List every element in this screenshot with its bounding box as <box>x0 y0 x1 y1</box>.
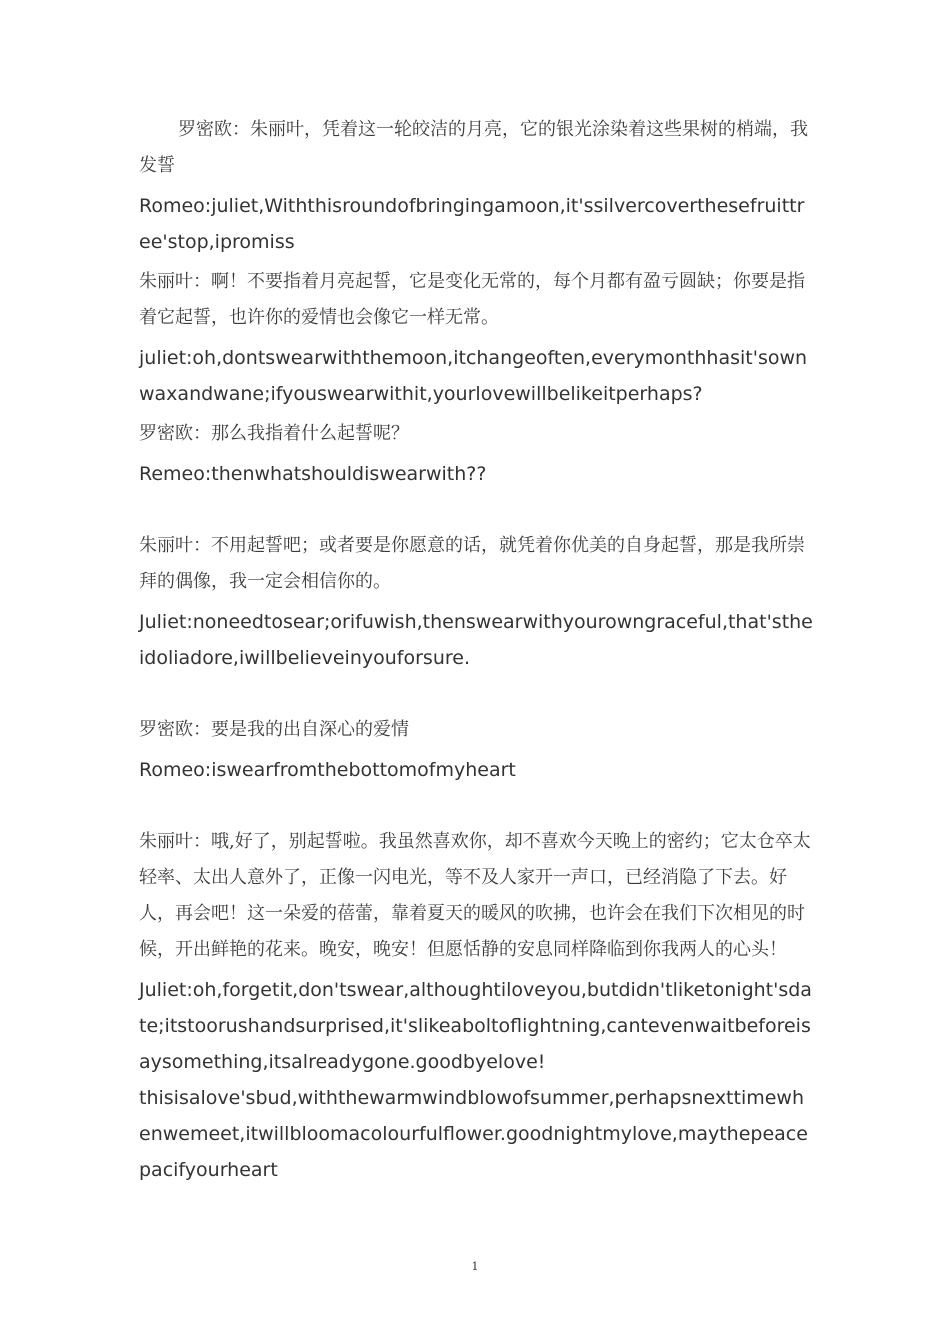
document-body <box>139 112 815 1188</box>
chinese-line-juliet-1: 朱丽叶：啊！不要指着月亮起誓，它是变化无常的，每个月都有盈亏圆缺；你要是指着它起誓，也许你的爱情也会像它一样无常。 <box>139 271 805 328</box>
chinese-line-juliet-2: 朱丽叶：不用起誓吧；或者要是你愿意的话，就凭着你优美的自身起誓，那是我所崇拜的偶像，我一定会相信你的。 <box>139 535 805 592</box>
page-number: 1 <box>471 1260 479 1273</box>
english-line-juliet-3: Juliet:oh,forgetit,don'tswear,althoughtiloveyou,butdidn'tliketonight'sdate;itstoorushandsurprised,it'slikeaboltoflightning,cantevenwaitbeforeisaysomething,itsalreadygone.goodbyelove! <box>139 979 812 1073</box>
english-line-juliet-1: juliet:oh,dontswearwiththemoon,itchangeoften,everymonthhasit'sownwaxandwane;ifyouswearwithit,yourlovewillbelikeitperhaps? <box>139 347 808 405</box>
chinese-line-romeo-1: 罗密欧：朱丽叶，凭着这一轮皎洁的月亮，它的银光涂染着这些果树的梢端，我发誓 <box>139 119 808 176</box>
chinese-line-juliet-3: 朱丽叶：哦,好了，别起誓啦。我虽然喜欢你，却不喜欢今天晚上的密约；它太仓卒太轻率、太出人意外了，正像一闪电光，等不及人家开一声口，已经消隐了下去。好人，再会吧！这一朵爱的蓓蕾，靠着夏天的暖风的吹拂，也许会在我们下次相见的时候，开出鲜艳的花来。晚安，晚安！但愿恬静的安息同样降临到你我两人的心头！ <box>139 831 811 960</box>
english-line-juliet-3-continued: thisisalove'sbud,withthewarmwindblowofsummer,perhapsnexttimewhenwemeet,itwillbloomacolourfulflower.goodnightmylove,maythepeacepacifyourheart <box>139 1087 808 1181</box>
english-line-romeo-2: Remeo:thenwhatshouldiswearwith?? <box>139 463 487 485</box>
chinese-line-romeo-3: 罗密欧：要是我的出自深心的爱情 <box>139 719 409 740</box>
chinese-line-romeo-2: 罗密欧：那么我指着什么起誓呢？ <box>139 423 409 444</box>
english-line-romeo-3: Romeo:iswearfromthebottomofmyheart <box>139 759 516 781</box>
english-line-romeo-1: Romeo:juliet,Withthisroundofbringingamoon,it'ssilvercoverthesefruittree'stop,ipromiss <box>139 195 805 253</box>
english-line-juliet-2: Juliet:noneedtosear;orifuwish,thenswearwithyourowngraceful,that'stheidoliadore,iwillbelieveinyouforsure. <box>139 611 813 669</box>
